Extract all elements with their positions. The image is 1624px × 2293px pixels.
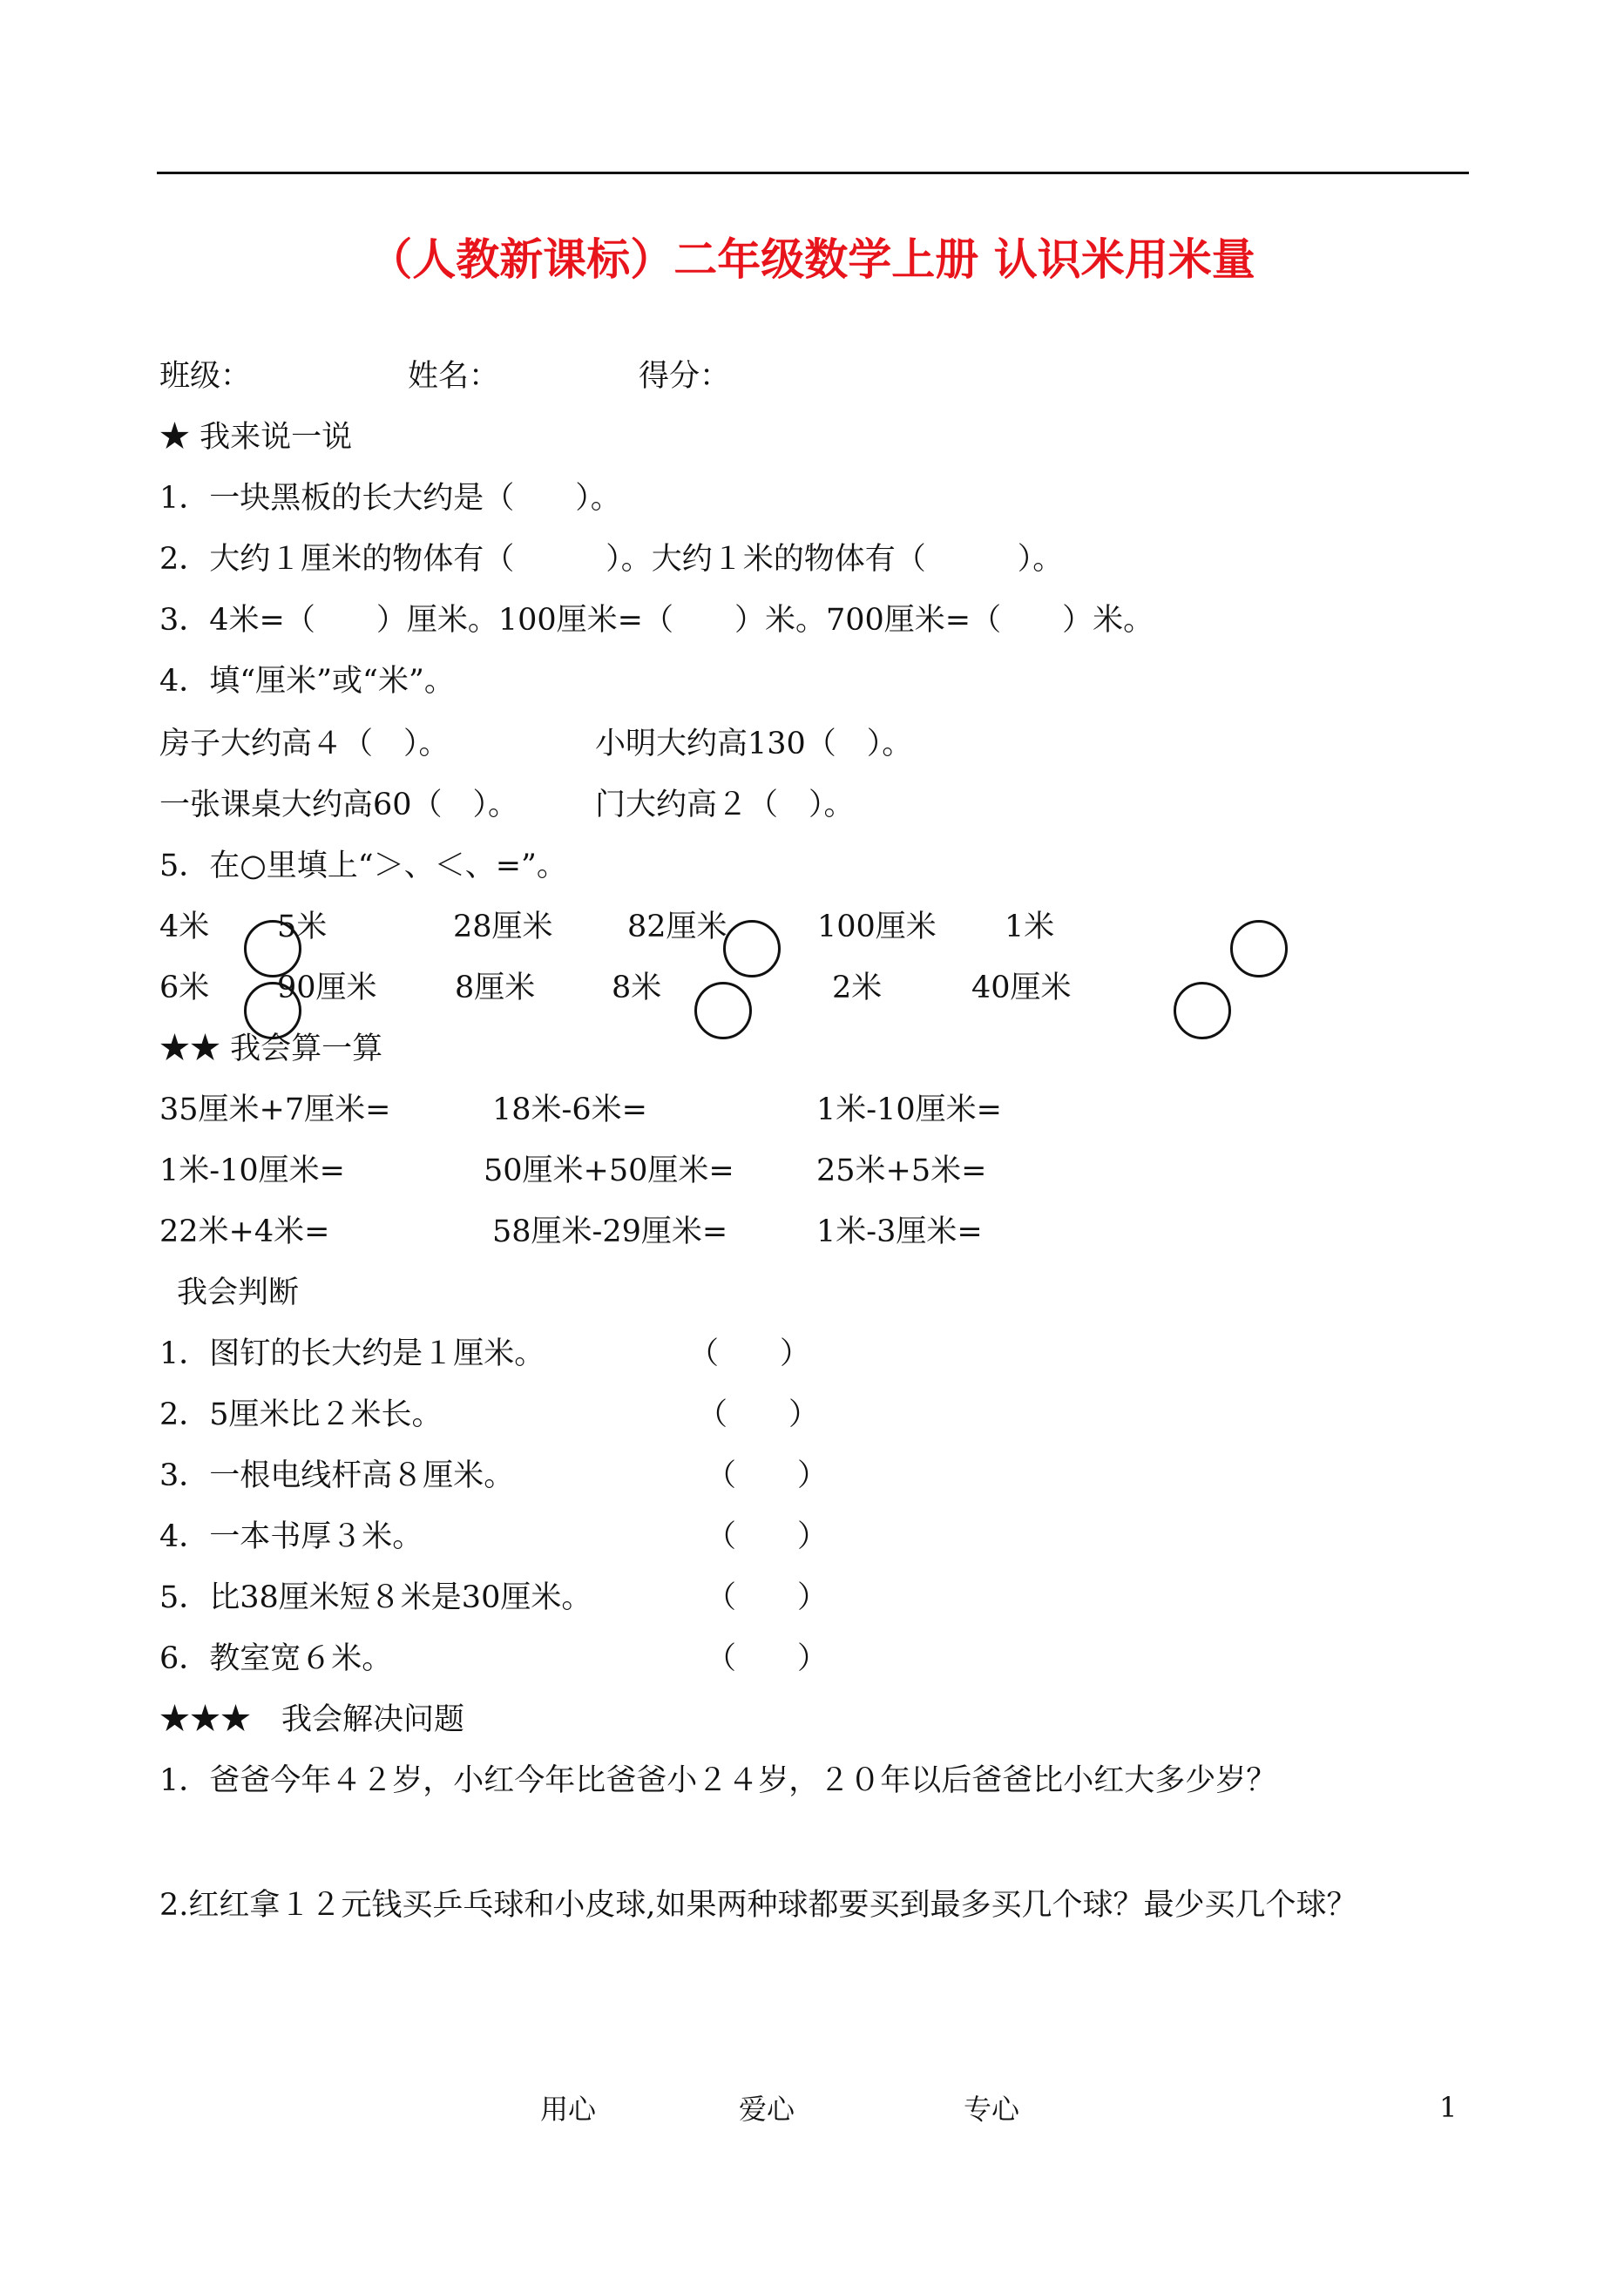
compare-circle-5[interactable] xyxy=(694,982,752,1039)
cmp-r1f: 1米 xyxy=(1005,910,1055,944)
cmp-r1a: 4米 xyxy=(159,910,210,944)
judge-2-answer[interactable]: （ ） xyxy=(697,1397,820,1432)
compare-circle-1[interactable] xyxy=(244,920,301,977)
judge-3: 3．一根电线杆高８厘米。 xyxy=(159,1458,515,1493)
section4-heading: ★★★ 我会解决问题 xyxy=(159,1702,465,1737)
calc-r3-c1: 22米+4米= xyxy=(159,1214,330,1249)
cmp-r1e: 100厘米 xyxy=(817,910,937,944)
calc-r1-c2: 18米-6米= xyxy=(492,1092,647,1127)
footer-motto-1: 用心 xyxy=(540,2093,597,2126)
score-label: 得分： xyxy=(639,359,731,394)
footer-motto-3: 专心 xyxy=(964,2093,1020,2126)
footer-motto-2: 爱心 xyxy=(739,2093,795,2126)
judge-1-answer[interactable]: （ ） xyxy=(688,1336,811,1371)
calc-r2-c1: 1米-10厘米= xyxy=(159,1153,345,1188)
s1-q1: 1．一块黑板的长大约是（ ）。 xyxy=(159,481,621,516)
s1-q4b: 小明大约高130（ ）。 xyxy=(595,727,913,761)
cmp-r2a: 6米 xyxy=(159,971,210,1005)
judge-3-answer[interactable]: （ ） xyxy=(706,1458,829,1493)
judge-2: 2．5厘米比２米长。 xyxy=(159,1397,443,1432)
cmp-r1c: 28厘米 xyxy=(453,910,553,944)
calc-r1-c1: 35厘米+7厘米= xyxy=(159,1092,391,1127)
cmp-r1b: 5米 xyxy=(277,910,328,944)
cmp-r2c: 8厘米 xyxy=(455,971,536,1005)
problem-2: 2.红红拿１２元钱买乒乓球和小皮球,如果两种球都要买到最多买几个球？最少买几个球？ xyxy=(159,1888,1357,1923)
s1-q4: 4．填“厘米”或“米”。 xyxy=(159,664,455,699)
section2-heading: ★★ 我会算一算 xyxy=(159,1032,383,1066)
cmp-r2b: 90厘米 xyxy=(277,971,377,1005)
judge-4: 4．一本书厚３米。 xyxy=(159,1519,423,1554)
judge-5-answer[interactable]: （ ） xyxy=(706,1580,829,1615)
cmp-r2e: 2米 xyxy=(832,971,883,1005)
cmp-r2d: 8米 xyxy=(612,971,662,1005)
page-number: 1 xyxy=(1439,2091,1458,2124)
calc-r3-c3: 1米-3厘米= xyxy=(816,1214,983,1249)
calc-r2-c2: 50厘米+50厘米= xyxy=(484,1153,734,1188)
compare-circle-6[interactable] xyxy=(1174,982,1231,1039)
s1-q2: 2．大约１厘米的物体有（ ）。大约１米的物体有（ ）。 xyxy=(159,542,1064,577)
problem-1: 1．爸爸今年４２岁，小红今年比爸爸小２４岁，２０年以后爸爸比小红大多少岁？ xyxy=(159,1763,1277,1798)
name-label: 姓名： xyxy=(408,359,500,394)
calc-r3-c2: 58厘米-29厘米= xyxy=(492,1214,728,1249)
judge-6-answer[interactable]: （ ） xyxy=(706,1641,829,1676)
s1-q4c: 一张课桌大约高60（ ）。 xyxy=(159,788,519,822)
calc-r1-c3: 1米-10厘米= xyxy=(816,1092,1002,1127)
compare-circle-2[interactable] xyxy=(723,920,781,977)
judge-4-answer[interactable]: （ ） xyxy=(706,1519,829,1554)
s1-q4d: 门大约高２（ ）。 xyxy=(595,788,855,822)
page-title: （人教新课标）二年级数学上册 认识米用米量 xyxy=(369,234,1255,285)
cmp-r1d: 82厘米 xyxy=(627,910,727,944)
judge-1: 1．图钉的长大约是１厘米。 xyxy=(159,1336,545,1371)
section3-heading: 我会判断 xyxy=(177,1275,300,1310)
s1-q5: 5．在○里填上“＞、＜、=”。 xyxy=(159,849,567,883)
class-label: 班级： xyxy=(159,359,252,394)
section1-heading: ★ 我来说一说 xyxy=(159,420,353,455)
compare-circle-3[interactable] xyxy=(1230,920,1288,977)
judge-6: 6．教室宽６米。 xyxy=(159,1641,393,1676)
s1-q3: 3．4米=（ ）厘米。100厘米=（ ）米。700厘米=（ ）米。 xyxy=(159,603,1154,638)
judge-5: 5．比38厘米短８米是30厘米。 xyxy=(159,1580,592,1615)
header-rule xyxy=(157,172,1469,174)
calc-r2-c3: 25米+5米= xyxy=(816,1153,987,1188)
s1-q4a: 房子大约高４（ ）。 xyxy=(159,727,450,761)
cmp-r2f: 40厘米 xyxy=(971,971,1072,1005)
